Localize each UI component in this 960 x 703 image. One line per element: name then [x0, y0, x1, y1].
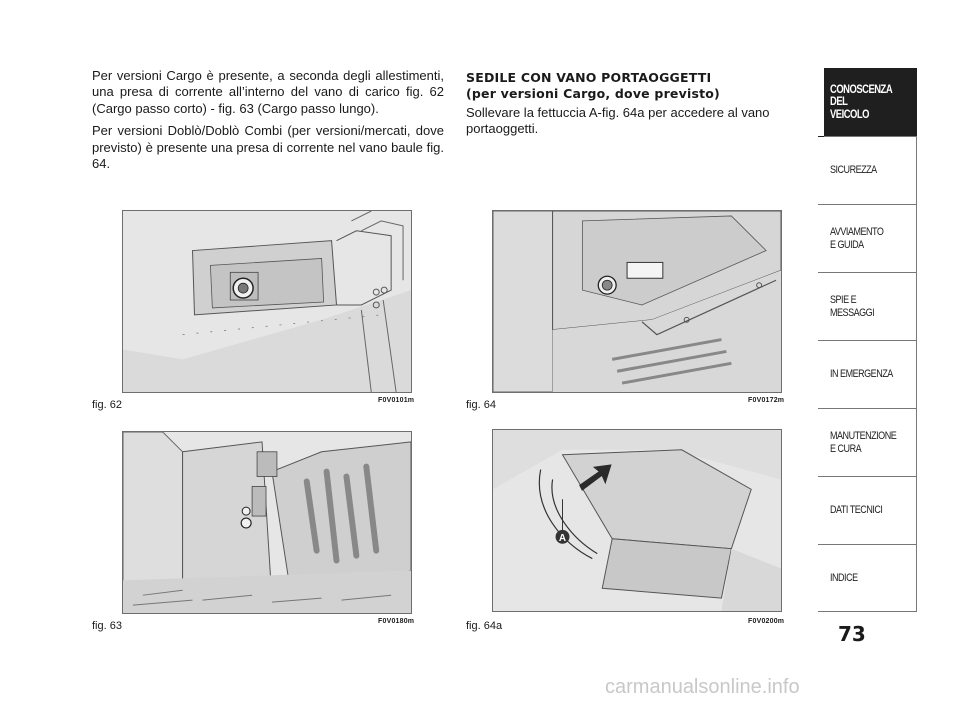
- section-heading-line-2: (per versioni Cargo, dove previsto): [466, 85, 720, 101]
- tab-dati-tecnici[interactable]: [824, 476, 917, 544]
- watermark: carmanualsonline.info: [605, 676, 800, 698]
- paragraph-power-socket-doblo: Per versioni Doblò/Doblò Combi (per versioni/mercati, dove previsto) è presente una presa di corrente nel vano baule fig. 64.: [92, 123, 444, 172]
- tab-manutenzione-e-cura[interactable]: [824, 408, 917, 476]
- figure-63-image: [122, 431, 412, 614]
- figure-64-image: [492, 210, 782, 393]
- tab-indice[interactable]: [824, 544, 917, 612]
- section-heading-line-1: SEDILE CON VANO PORTAOGGETTI: [466, 70, 712, 85]
- figure-64a-caption: fig. 64a: [466, 620, 503, 632]
- left-text-column: [92, 68, 444, 178]
- tab-spie-e-messaggi[interactable]: [824, 272, 917, 340]
- figure-62-image: [122, 210, 412, 393]
- tab-label: DATI TECNICI: [830, 504, 883, 517]
- figure-62-code: F0V0101m: [378, 397, 415, 404]
- figure-63-caption: fig. 63: [92, 620, 122, 632]
- tab-label: INDICE: [830, 571, 858, 584]
- tab-conoscenza-del-veicolo[interactable]: [824, 68, 917, 136]
- figure-64-caption: fig. 64: [466, 399, 496, 411]
- figure-64a-image: [492, 429, 782, 612]
- tab-label: SICUREZZA: [830, 164, 877, 177]
- figure-62-caption: fig. 62: [92, 399, 122, 411]
- page-number: 73: [838, 622, 866, 646]
- tab-in-emergenza[interactable]: [824, 340, 917, 408]
- right-text-column: [466, 70, 814, 138]
- tab-sicurezza[interactable]: [824, 136, 917, 204]
- tab-avviamento-e-guida[interactable]: [824, 204, 917, 272]
- section-heading: [466, 70, 814, 101]
- paragraph-storage-compartment: Sollevare la fettuccia A-fig. 64a per accedere al vano portaoggetti.: [466, 105, 770, 137]
- paragraph-power-socket-cargo: Per versioni Cargo è presente, a seconda degli allestimenti, una presa di corrente all’interno del vano di carico fig. 62 (Cargo passo corto) - fig. 63 (Cargo passo lungo).: [92, 68, 444, 116]
- tab-label: CONOSCENZA DEL VEICOLO: [830, 83, 893, 121]
- figure-64-code: F0V0172m: [748, 397, 785, 404]
- chapter-tabs-sidebar: [824, 68, 917, 612]
- tab-label: MANUTENZIONE E CURA: [830, 430, 897, 455]
- callout-a-label: A: [558, 532, 567, 544]
- tab-label: IN EMERGENZA: [830, 368, 893, 381]
- tab-label: SPIE E MESSAGGI: [830, 294, 875, 319]
- figure-63-code: F0V0180m: [378, 618, 415, 625]
- figure-64a-code: F0V0200m: [748, 618, 785, 625]
- tab-label: AVVIAMENTO E GUIDA: [830, 226, 884, 251]
